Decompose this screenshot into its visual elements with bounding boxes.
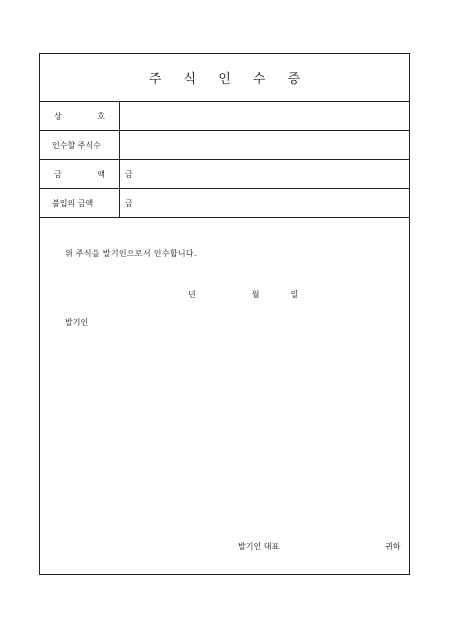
date-month-label: 월 (251, 290, 260, 299)
field-row-amount (40, 160, 409, 189)
field-label-paid-amount: 불입의 금액 (40, 189, 120, 218)
field-label-company-name: 상 호 (40, 102, 120, 131)
issuer-label: 발기인 (65, 318, 89, 327)
date-line (188, 289, 298, 300)
date-year-label: 년 (188, 290, 196, 299)
statement-body (40, 218, 409, 578)
field-value-paid-amount[interactable]: 금 (120, 189, 410, 218)
field-row-company-name (40, 102, 409, 131)
date-day-label: 일 (290, 290, 299, 299)
field-label-amount: 금 액 (40, 160, 120, 189)
honorific-label: 귀하 (385, 542, 401, 551)
document-title: 주 식 인 수 증 (40, 54, 409, 102)
share-subscription-form (39, 53, 410, 575)
field-row-share-count (40, 131, 409, 160)
field-value-company-name[interactable] (120, 102, 410, 131)
field-row-paid-amount (40, 189, 409, 218)
field-label-share-count: 인수할 주식수 (40, 131, 120, 160)
representative-label: 발기인 대표 (238, 542, 280, 551)
statement-text: 위 주식을 발기인으로서 인수합니다. (65, 249, 197, 258)
fields-table (40, 102, 409, 218)
field-value-amount[interactable]: 금 (120, 160, 410, 189)
field-value-share-count[interactable] (120, 131, 410, 160)
